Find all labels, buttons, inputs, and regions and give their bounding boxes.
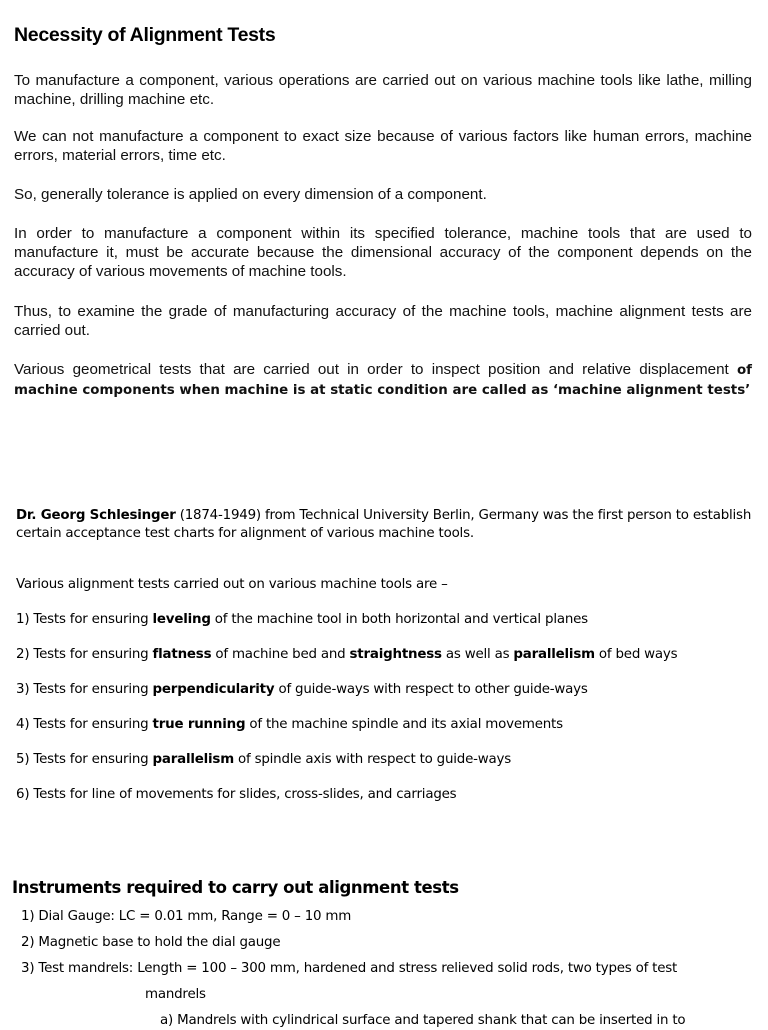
- test-keyword: parallelism: [152, 752, 234, 767]
- instrument-1: 1) Dial Gauge: LC = 0.01 mm, Range = 0 – 10 mm: [21, 909, 352, 924]
- test-item-2: [16, 646, 756, 664]
- paragraph-5: Thus, to examine the grade of manufacturing accuracy of the machine tools, machine alignment tests are carried out.: [14, 303, 752, 339]
- schlesinger-name: Dr. Georg Schlesinger: [16, 508, 176, 523]
- test-keyword: straightness: [349, 647, 442, 662]
- paragraph-6: [14, 360, 752, 400]
- test-item-4: [16, 716, 756, 734]
- instruments-title: Instruments required to carry out alignment tests: [12, 878, 459, 897]
- test-text: 1) Tests for ensuring: [16, 612, 153, 627]
- tests-intro: Various alignment tests carried out on various machine tools are –: [16, 577, 448, 592]
- paragraph-3: So, generally tolerance is applied on every dimension of a component.: [14, 186, 487, 203]
- paragraph-2: We can not manufacture a component to exact size because of various factors like human errors, machine errors, material errors, time etc.: [14, 128, 752, 164]
- test-text: 2) Tests for ensuring: [16, 647, 153, 662]
- schlesinger-paragraph: [16, 507, 756, 543]
- paragraph-4: In order to manufacture a component within its specified tolerance, machine tools that are used to manufacture it, must be accurate because the dimensional accuracy of the component depends on the accuracy of various movements of machine tools.: [14, 225, 752, 280]
- test-text: of the machine spindle and its axial movements: [245, 717, 563, 732]
- test-text: 6) Tests for line of movements for slides, cross-slides, and carriages: [16, 787, 457, 802]
- test-text: 4) Tests for ensuring: [16, 717, 153, 732]
- test-keyword: perpendicularity: [152, 682, 275, 697]
- instrument-3-continuation: mandrels: [145, 987, 206, 1002]
- test-text: of the machine tool in both horizontal and vertical planes: [210, 612, 588, 627]
- test-text: of machine bed and: [211, 647, 350, 662]
- page-title: Necessity of Alignment Tests: [14, 24, 276, 46]
- instrument-3-label: 3) Test mandrels:: [21, 961, 138, 976]
- test-item-6: [16, 786, 756, 804]
- test-item-1: [16, 611, 756, 629]
- paragraph-1: To manufacture a component, various operations are carried out on various machine tools like lathe, milling machine, drilling machine etc.: [14, 72, 752, 108]
- instrument-3-sub-a: a) Mandrels with cylindrical surface and tapered shank that can be inserted in to: [160, 1013, 686, 1028]
- instrument-3-text: Length = 100 – 300 mm, hardened and stress relieved solid rods, two types of test: [137, 961, 678, 976]
- test-text: of bed ways: [594, 647, 678, 662]
- test-item-3: [16, 681, 756, 699]
- schlesinger-text: (1874-1949) from Technical University Berlin, Germany was the first person to establish certain acceptance test charts for alignment of various machine tools.: [16, 508, 752, 541]
- test-text: of guide-ways with respect to other guide-ways: [274, 682, 588, 697]
- test-text: 3) Tests for ensuring: [16, 682, 153, 697]
- paragraph-6-bold: of machine components when machine is at static condition are called as ‘machine alignment tests’: [14, 363, 752, 398]
- test-text: as well as: [441, 647, 514, 662]
- instrument-3: [21, 960, 761, 978]
- test-keyword: parallelism: [513, 647, 595, 662]
- test-item-5: [16, 751, 756, 769]
- instrument-2: 2) Magnetic base to hold the dial gauge: [21, 935, 281, 950]
- test-keyword: true running: [152, 717, 246, 732]
- test-text: 5) Tests for ensuring: [16, 752, 153, 767]
- test-keyword: flatness: [152, 647, 212, 662]
- test-text: of spindle axis with respect to guide-ways: [233, 752, 512, 767]
- paragraph-6-text: Various geometrical tests that are carried out in order to inspect position and relative displacement: [14, 361, 737, 378]
- test-keyword: leveling: [152, 612, 211, 627]
